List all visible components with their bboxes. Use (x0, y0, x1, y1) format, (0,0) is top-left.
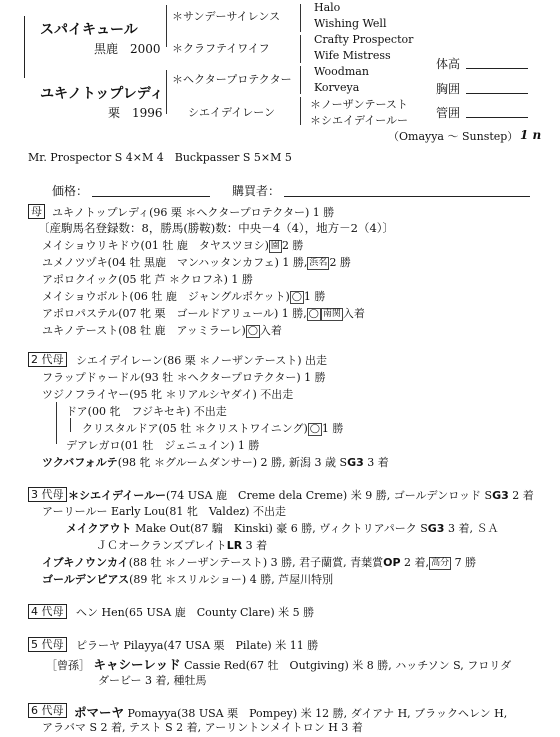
dam-offspring-1: メイショウリキドウ(01 牡 鹿 タヤスツヨシ) 園 2 勝 (42, 239, 304, 252)
dam4-tag: 4 代母 (28, 604, 67, 619)
dam3-line-4: イブキノウンカイ(88 牡 ＊ノーザンテースト) 3 勝, 君子蘭賞, 青葉賞OP 2 着, 高分 7 勝 (42, 556, 477, 569)
field-cannon-blank (466, 117, 528, 118)
dam-offspring-4: メイショウボルト(06 牡 鹿 ジャングルポケット) ◯ 1 勝 (42, 290, 326, 303)
dam6-tag: 6 代母 (28, 703, 67, 718)
buyer-blank (284, 196, 530, 197)
dam-name: ユキノトップレディ (40, 86, 164, 102)
price-blank (92, 196, 210, 197)
dam2-head: シエイデイレーン(86 栗 ＊ノーザンテースト) 出走 (76, 354, 327, 367)
dam2-line-2: ツジノフライヤー(95 牝 ＊リアルシヤダイ) 不出走 (42, 388, 294, 401)
dam2-line-4: クリスタルドア(05 牡 ＊クリストワイニング) ◯ 1 勝 (82, 422, 344, 435)
buyer-label: 購買者： (232, 184, 281, 198)
dam5-head: ピラーヤ Pilayya(47 USA 栗 Pilate) 米 11 勝 (76, 639, 319, 652)
field-cannon-label: 管囲 (436, 106, 461, 120)
dam-dam: シエイデイレーン (188, 106, 276, 119)
field-height-label: 体高 (436, 57, 461, 71)
g4-8: ＊シエイデイールー (310, 114, 409, 127)
g4-1: Halo (314, 1, 341, 14)
sire-sire: ＊サンデーサイレンス (172, 10, 281, 23)
dam5-line-2: ダービー 3 着, 種牡馬 (98, 674, 207, 687)
dam3-line-5: ゴールデンピアス(89 牝 ＊スリルショー) 4 勝, 芦屋川特別 (42, 573, 334, 586)
family-number: 1 n (520, 128, 542, 142)
field-chest-blank (466, 93, 528, 94)
dam3-line-3: ＪＣオークランズプレイトLR 3 着 (96, 539, 268, 552)
sire-info: 黒鹿 2000 (94, 42, 161, 56)
field-chest-label: 胸囲 (436, 82, 461, 96)
price-label: 価格： (52, 184, 89, 198)
dam3-line-2: メイクアウト Make Out(87 騸 Kinski) 豪 6 勝, ヴィクトリアパーク SG3 3 着, ＳＡ (66, 522, 499, 535)
dam4-head: ヘン Hen(65 USA 鹿 County Clare) 米 5 勝 (76, 606, 315, 619)
dam-sire: ＊ヘクタープロテクター (172, 73, 292, 86)
dam-head: ユキノトップレディ(96 栗 ＊ヘクタープロテクター) 1 勝 (52, 206, 335, 219)
dam3-tag: 3 代母 (28, 487, 67, 502)
sire-bracket (24, 16, 35, 78)
dam-info: 栗 1996 (108, 106, 163, 120)
g4-5: Woodman (314, 65, 369, 78)
sire-dam: ＊クラフテイワイフ (172, 42, 270, 55)
dam3-line-1: アーリールー Early Lou(81 牝 Valdez) 不出走 (42, 505, 286, 518)
dam-summary: 〔産駒馬名登録数：8，勝馬(勝鞍)数：中央－4（4），地方－2（4）〕 (38, 221, 395, 235)
g4-4: Wife Mistress (314, 49, 391, 62)
dam6-line-2: アラバマ S 2 着, テスト S 2 着, アーリントンメイトロン H 3 着 (42, 721, 363, 734)
dam2-line-5: デアレガロ(01 牡 ジェニュイン) 1 勝 (66, 439, 260, 452)
dam2-line-1: フラップドゥードル(93 牡 ＊ヘクタープロテクター) 1 勝 (42, 371, 326, 384)
dam-tag: 母 (28, 204, 45, 219)
inbreeding-note: Mr. Prospector S 4×M 4 Buckpasser S 5×M 5 (28, 151, 292, 164)
dam5-tag: 5 代母 (28, 637, 67, 652)
family-note: （Omayya ～ Sunstep） (388, 130, 519, 143)
dam6-line-1: ポマーヤ Pomayya(38 USA 栗 Pompey) 米 12 勝, ダイアナ H, ブラックヘレン H, (74, 705, 508, 720)
field-height-blank (466, 68, 528, 69)
dam2-tag: 2 代母 (28, 352, 67, 367)
dam3-head: ＊シエイデイールー(74 USA 鹿 Creme dela Creme) 米 9 勝, ゴールデンロッド SG3 2 着 (68, 489, 534, 502)
dam-offspring-6: ユキノテースト(08 牡 鹿 アッミラーレ) ◯ 入着 (42, 324, 282, 337)
sire-name: スパイキュール (40, 22, 138, 38)
dam5-line-1: ［曾孫］ キャシーレッド Cassie Red(67 牡 Outgiving) 米 8 勝, ハッチソン S, フロリダ (46, 657, 512, 672)
g4-7: ＊ノーザンテースト (310, 98, 408, 111)
g4-6: Korveya (314, 81, 360, 94)
dam2-line-3: ドア(00 牝 フジキセキ) 不出走 (66, 405, 227, 418)
dam-offspring-5: アポロパステル(07 牝 栗 ゴールドアリュール) 1 勝, ◯ 南関 入着 (42, 307, 365, 320)
dam-offspring-3: アポロクイック(05 牝 芦 ＊クロフネ) 1 勝 (42, 273, 253, 286)
dam-offspring-2: ユメノツヅキ(04 牡 黒鹿 マンハッタンカフェ) 1 勝, 浜名 2 勝 (42, 256, 351, 269)
g4-3: Crafty Prospector (314, 33, 414, 46)
dam2-line-6: ツクバフォルテ(98 牝 ＊グルームダンサー) 2 勝, 新潟 3 歳 SG3 3 着 (42, 456, 389, 469)
g4-2: Wishing Well (314, 17, 387, 30)
